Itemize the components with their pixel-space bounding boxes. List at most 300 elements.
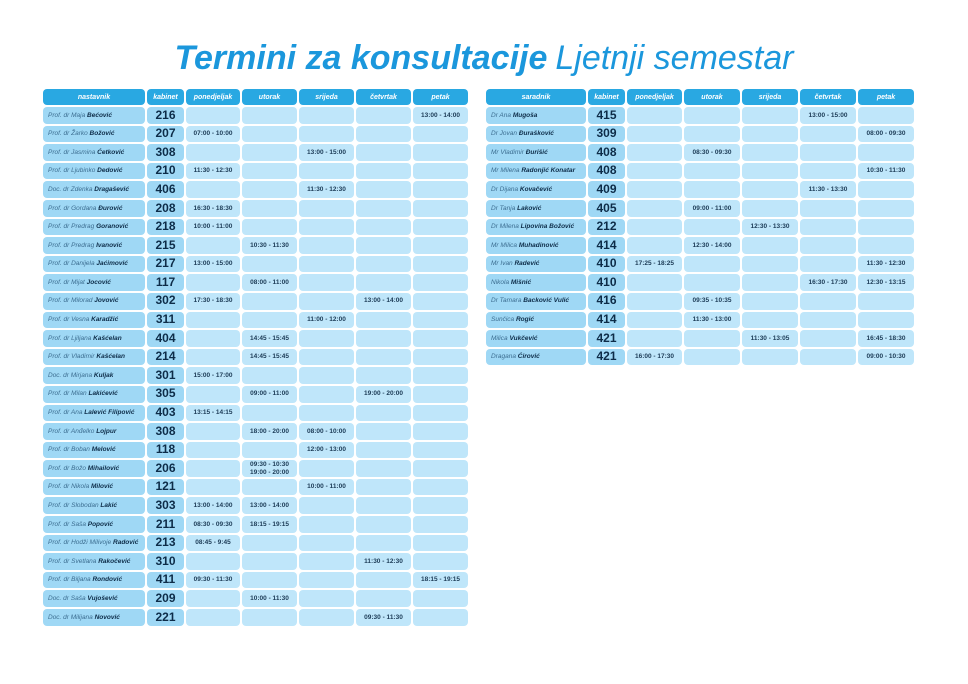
table-row bbox=[43, 590, 468, 607]
thursday-slot bbox=[356, 405, 411, 422]
column-header: srijeda bbox=[742, 89, 798, 105]
tuesday-slot: 09:00 - 11:00 bbox=[684, 200, 740, 217]
room-number: 311 bbox=[147, 312, 184, 329]
room-number: 117 bbox=[147, 274, 184, 291]
room-number: 221 bbox=[147, 609, 184, 626]
table-row bbox=[43, 256, 468, 273]
tuesday-slot bbox=[242, 293, 297, 310]
staff-name-cell bbox=[43, 181, 145, 198]
thursday-slot bbox=[356, 237, 411, 254]
staff-surname: Kašćelan bbox=[93, 334, 122, 342]
wednesday-slot: 13:00 - 15:00 bbox=[299, 144, 354, 161]
staff-surname: Lipovina Božović bbox=[520, 223, 575, 231]
table-row bbox=[43, 144, 468, 161]
table-row bbox=[43, 442, 468, 459]
tuesday-slot bbox=[242, 609, 297, 626]
thursday-slot bbox=[800, 312, 856, 329]
thursday-slot bbox=[800, 237, 856, 254]
table-row bbox=[486, 349, 914, 366]
room-number: 406 bbox=[147, 181, 184, 198]
tuesday-slot: 13:00 - 14:00 bbox=[242, 497, 297, 514]
table-row bbox=[43, 163, 468, 180]
staff-surname: Lalević Filipović bbox=[84, 409, 135, 417]
staff-name-cell bbox=[486, 163, 586, 180]
monday-slot bbox=[186, 590, 240, 607]
staff-surname: Lakićević bbox=[88, 390, 118, 398]
staff-name-cell bbox=[486, 219, 586, 236]
staff-name-cell bbox=[486, 330, 586, 347]
staff-surname: Kašćelan bbox=[96, 353, 125, 361]
thursday-slot bbox=[356, 312, 411, 329]
staff-surname: Ćetković bbox=[97, 148, 125, 156]
staff-surname: Laković bbox=[517, 204, 542, 212]
room-number: 404 bbox=[147, 330, 184, 347]
staff-title-firstname: Doc. dr Milijana bbox=[48, 613, 93, 621]
tuesday-slot bbox=[684, 256, 740, 273]
staff-surname: Jovović bbox=[94, 297, 119, 305]
staff-title-firstname: Prof. dr Predrag bbox=[48, 241, 95, 249]
thursday-slot bbox=[356, 460, 411, 477]
tuesday-slot: 14:45 - 15:45 bbox=[242, 349, 297, 366]
tuesday-slot: 14:45 - 15:45 bbox=[242, 330, 297, 347]
staff-title-firstname: Prof. dr Predrag bbox=[48, 223, 95, 231]
monday-slot bbox=[186, 107, 240, 124]
staff-surname: Goranović bbox=[96, 223, 129, 231]
wednesday-slot bbox=[299, 107, 354, 124]
tuesday-slot bbox=[684, 274, 740, 291]
room-number: 206 bbox=[147, 460, 184, 477]
thursday-slot: 13:00 - 14:00 bbox=[356, 293, 411, 310]
staff-name-cell bbox=[486, 274, 586, 291]
room-number: 410 bbox=[588, 256, 625, 273]
friday-slot bbox=[413, 144, 468, 161]
table-row bbox=[43, 367, 468, 384]
staff-surname: Mugoša bbox=[512, 111, 538, 119]
tuesday-slot bbox=[242, 219, 297, 236]
staff-title-firstname: Mr Vladimir bbox=[491, 148, 524, 156]
table-row bbox=[43, 126, 468, 143]
monday-slot: 16:00 - 17:30 bbox=[627, 349, 682, 366]
staff-surname: Mihailović bbox=[87, 464, 120, 472]
table-row bbox=[486, 200, 914, 217]
thursday-slot bbox=[800, 293, 856, 310]
wednesday-slot bbox=[299, 237, 354, 254]
wednesday-slot bbox=[742, 349, 798, 366]
table-row bbox=[43, 219, 468, 236]
wednesday-slot bbox=[299, 386, 354, 403]
monday-slot: 13:00 - 14:00 bbox=[186, 497, 240, 514]
page-title bbox=[0, 36, 968, 80]
staff-surname: Đurašković bbox=[518, 130, 554, 138]
table-row bbox=[43, 107, 468, 124]
room-number: 415 bbox=[588, 107, 625, 124]
room-number: 208 bbox=[147, 200, 184, 217]
staff-title-firstname: Dr Ana bbox=[491, 111, 511, 119]
wednesday-slot bbox=[742, 237, 798, 254]
table-row bbox=[43, 553, 468, 570]
staff-name-cell bbox=[486, 200, 586, 217]
wednesday-slot bbox=[299, 126, 354, 143]
friday-slot bbox=[413, 479, 468, 496]
staff-title-firstname: Mr Milena bbox=[491, 167, 520, 175]
table-row bbox=[486, 312, 914, 329]
monday-slot: 08:30 - 09:30 bbox=[186, 516, 240, 533]
monday-slot bbox=[186, 423, 240, 440]
staff-name-cell bbox=[43, 386, 145, 403]
thursday-slot: 11:30 - 13:30 bbox=[800, 181, 856, 198]
tuesday-slot bbox=[684, 107, 740, 124]
room-number: 218 bbox=[147, 219, 184, 236]
wednesday-slot bbox=[742, 144, 798, 161]
staff-surname: Popović bbox=[87, 520, 114, 528]
staff-title-firstname: Prof. dr Božo bbox=[48, 464, 86, 472]
staff-name-cell bbox=[43, 163, 145, 180]
tuesday-slot: 18:00 - 20:00 bbox=[242, 423, 297, 440]
table-row bbox=[43, 405, 468, 422]
staff-title-firstname: Prof. dr Ana bbox=[48, 409, 83, 417]
monday-slot bbox=[186, 479, 240, 496]
column-header: kabinet bbox=[588, 89, 625, 105]
wednesday-slot bbox=[742, 312, 798, 329]
thursday-slot: 11:30 - 12:30 bbox=[356, 553, 411, 570]
tuesday-slot bbox=[242, 107, 297, 124]
friday-slot bbox=[858, 237, 914, 254]
column-header: petak bbox=[413, 89, 468, 105]
wednesday-slot: 12:00 - 13:00 bbox=[299, 442, 354, 459]
staff-name-cell bbox=[43, 460, 145, 477]
staff-name-cell bbox=[486, 107, 586, 124]
thursday-slot bbox=[800, 219, 856, 236]
room-number: 214 bbox=[147, 349, 184, 366]
staff-name-cell bbox=[486, 237, 586, 254]
staff-surname: Radević bbox=[514, 260, 540, 268]
wednesday-slot bbox=[299, 330, 354, 347]
wednesday-slot bbox=[742, 256, 798, 273]
staff-name-cell bbox=[43, 609, 145, 626]
thursday-slot bbox=[356, 330, 411, 347]
table-header-row bbox=[43, 89, 468, 105]
staff-surname: Lakić bbox=[100, 502, 118, 510]
staff-title-firstname: Prof. dr Mijat bbox=[48, 278, 85, 286]
monday-slot: 09:30 - 11:30 bbox=[186, 572, 240, 589]
staff-title-firstname: Doc. dr Mirjana bbox=[48, 371, 93, 379]
friday-slot bbox=[413, 200, 468, 217]
friday-slot bbox=[858, 219, 914, 236]
thursday-slot bbox=[356, 200, 411, 217]
staff-name-cell bbox=[43, 367, 145, 384]
wednesday-slot bbox=[299, 590, 354, 607]
thursday-slot bbox=[356, 479, 411, 496]
staff-name-cell bbox=[43, 237, 145, 254]
thursday-slot bbox=[356, 181, 411, 198]
tuesday-slot bbox=[242, 367, 297, 384]
table-row bbox=[43, 516, 468, 533]
room-number: 309 bbox=[588, 126, 625, 143]
staff-name-cell bbox=[43, 516, 145, 533]
friday-slot bbox=[413, 293, 468, 310]
wednesday-slot bbox=[299, 349, 354, 366]
friday-slot bbox=[413, 553, 468, 570]
friday-slot: 08:00 - 09:30 bbox=[858, 126, 914, 143]
monday-slot bbox=[627, 126, 682, 143]
table-row bbox=[486, 126, 914, 143]
tuesday-slot bbox=[242, 312, 297, 329]
staff-name-cell bbox=[43, 442, 145, 459]
wednesday-slot bbox=[742, 163, 798, 180]
table-row bbox=[486, 330, 914, 347]
monday-slot bbox=[186, 312, 240, 329]
wednesday-slot bbox=[742, 274, 798, 291]
table-header-row bbox=[486, 89, 914, 105]
wednesday-slot bbox=[742, 126, 798, 143]
table-row bbox=[486, 163, 914, 180]
staff-surname: Jocović bbox=[86, 278, 111, 286]
staff-title-firstname: Dr Jovan bbox=[491, 130, 518, 138]
thursday-slot: 19:00 - 20:00 bbox=[356, 386, 411, 403]
room-number: 118 bbox=[147, 442, 184, 459]
wednesday-slot bbox=[299, 553, 354, 570]
staff-title-firstname: Prof. dr Ljiljana bbox=[48, 334, 92, 342]
staff-surname: Radović bbox=[113, 539, 139, 547]
staff-name-cell bbox=[43, 312, 145, 329]
friday-slot bbox=[413, 237, 468, 254]
staff-surname: Božović bbox=[89, 130, 115, 138]
column-header: četvrtak bbox=[356, 89, 411, 105]
room-number: 213 bbox=[147, 535, 184, 552]
staff-name-cell bbox=[43, 107, 145, 124]
staff-title-firstname: Prof. dr Svetlana bbox=[48, 557, 97, 565]
staff-name-cell bbox=[43, 497, 145, 514]
wednesday-slot bbox=[299, 572, 354, 589]
staff-title-firstname: Prof. dr Danijela bbox=[48, 260, 95, 268]
wednesday-slot: 11:30 - 13:05 bbox=[742, 330, 798, 347]
room-number: 421 bbox=[588, 330, 625, 347]
staff-title-firstname: Prof. dr Jasmina bbox=[48, 148, 96, 156]
tuesday-slot bbox=[242, 181, 297, 198]
monday-slot bbox=[627, 144, 682, 161]
staff-surname: Karadžić bbox=[91, 316, 119, 324]
wednesday-slot bbox=[299, 460, 354, 477]
monday-slot bbox=[627, 274, 682, 291]
table-row bbox=[43, 274, 468, 291]
tuesday-slot: 10:00 - 11:30 bbox=[242, 590, 297, 607]
room-number: 210 bbox=[147, 163, 184, 180]
tuesday-slot: 11:30 - 13:00 bbox=[684, 312, 740, 329]
monday-slot bbox=[186, 181, 240, 198]
thursday-slot bbox=[356, 219, 411, 236]
table-row bbox=[43, 423, 468, 440]
tuesday-slot bbox=[242, 442, 297, 459]
thursday-slot bbox=[356, 126, 411, 143]
thursday-slot bbox=[356, 107, 411, 124]
staff-surname: Rondović bbox=[92, 576, 123, 584]
monday-slot bbox=[627, 237, 682, 254]
monday-slot bbox=[186, 386, 240, 403]
staff-title-firstname: Prof. dr Saša bbox=[48, 520, 86, 528]
friday-slot bbox=[413, 386, 468, 403]
friday-slot bbox=[413, 274, 468, 291]
table-row bbox=[486, 237, 914, 254]
table-row bbox=[43, 609, 468, 626]
wednesday-slot bbox=[299, 367, 354, 384]
title-semester: Ljetnji semestar bbox=[555, 39, 794, 77]
staff-surname: Vukčević bbox=[509, 334, 538, 342]
wednesday-slot bbox=[299, 516, 354, 533]
column-header: utorak bbox=[242, 89, 297, 105]
friday-slot bbox=[858, 293, 914, 310]
tuesday-slot bbox=[684, 330, 740, 347]
staff-title-firstname: Prof. dr Milorad bbox=[48, 297, 93, 305]
friday-slot bbox=[413, 497, 468, 514]
friday-slot bbox=[413, 312, 468, 329]
staff-title-firstname: Prof. dr Ljubinko bbox=[48, 167, 96, 175]
room-number: 405 bbox=[588, 200, 625, 217]
staff-title-firstname: Doc. dr Saša bbox=[48, 594, 86, 602]
staff-name-cell bbox=[43, 256, 145, 273]
thursday-slot bbox=[356, 163, 411, 180]
title-main: Termini za konsultacije bbox=[174, 39, 548, 77]
monday-slot: 13:15 - 14:15 bbox=[186, 405, 240, 422]
staff-name-cell bbox=[43, 553, 145, 570]
monday-slot bbox=[186, 330, 240, 347]
staff-surname: Rogić bbox=[515, 316, 534, 324]
staff-name-cell bbox=[43, 126, 145, 143]
friday-slot bbox=[413, 163, 468, 180]
staff-surname: Melović bbox=[91, 446, 116, 454]
friday-slot bbox=[858, 144, 914, 161]
staff-name-cell bbox=[486, 293, 586, 310]
friday-slot bbox=[413, 330, 468, 347]
room-number: 414 bbox=[588, 312, 625, 329]
room-number: 215 bbox=[147, 237, 184, 254]
room-number: 409 bbox=[588, 181, 625, 198]
staff-name-cell bbox=[43, 274, 145, 291]
thursday-slot bbox=[800, 330, 856, 347]
staff-name-cell bbox=[43, 590, 145, 607]
staff-title-firstname: Prof. dr Biljana bbox=[48, 576, 91, 584]
column-header: ponedjeljak bbox=[186, 89, 240, 105]
room-number: 310 bbox=[147, 553, 184, 570]
friday-slot bbox=[413, 590, 468, 607]
staff-surname: Ivanović bbox=[96, 241, 123, 249]
tuesday-slot: 10:30 - 11:30 bbox=[242, 237, 297, 254]
staff-surname: Milović bbox=[91, 483, 114, 491]
friday-slot: 09:00 - 10:30 bbox=[858, 349, 914, 366]
thursday-slot bbox=[356, 572, 411, 589]
staff-title-firstname: Mr Milica bbox=[491, 241, 517, 249]
column-header: kabinet bbox=[147, 89, 184, 105]
staff-surname: Lojpur bbox=[96, 427, 117, 435]
monday-slot bbox=[186, 274, 240, 291]
staff-surname: Kovačević bbox=[519, 185, 553, 193]
staff-surname: Dedović bbox=[97, 167, 123, 175]
wednesday-slot bbox=[299, 293, 354, 310]
tuesday-slot bbox=[242, 553, 297, 570]
staff-name-cell bbox=[486, 312, 586, 329]
tuesday-slot: 08:00 - 11:00 bbox=[242, 274, 297, 291]
column-header: srijeda bbox=[299, 89, 354, 105]
tuesday-slot bbox=[684, 181, 740, 198]
friday-slot: 18:15 - 19:15 bbox=[413, 572, 468, 589]
monday-slot: 15:00 - 17:00 bbox=[186, 367, 240, 384]
professors-schedule-table bbox=[41, 87, 470, 628]
tuesday-slot bbox=[242, 535, 297, 552]
friday-slot bbox=[413, 535, 468, 552]
wednesday-slot: 11:00 - 12:00 bbox=[299, 312, 354, 329]
table-row bbox=[43, 312, 468, 329]
friday-slot bbox=[413, 367, 468, 384]
friday-slot bbox=[413, 405, 468, 422]
monday-slot bbox=[627, 163, 682, 180]
room-number: 303 bbox=[147, 497, 184, 514]
friday-slot bbox=[413, 349, 468, 366]
thursday-slot bbox=[356, 367, 411, 384]
monday-slot bbox=[627, 293, 682, 310]
column-header: četvrtak bbox=[800, 89, 856, 105]
friday-slot: 12:30 - 13:15 bbox=[858, 274, 914, 291]
thursday-slot: 13:00 - 15:00 bbox=[800, 107, 856, 124]
thursday-slot bbox=[356, 442, 411, 459]
friday-slot bbox=[413, 219, 468, 236]
wednesday-slot bbox=[299, 256, 354, 273]
wednesday-slot bbox=[742, 200, 798, 217]
room-number: 308 bbox=[147, 144, 184, 161]
thursday-slot bbox=[356, 256, 411, 273]
column-header: saradnik bbox=[486, 89, 586, 105]
monday-slot: 17:25 - 18:25 bbox=[627, 256, 682, 273]
tuesday-slot bbox=[242, 479, 297, 496]
table-row bbox=[486, 107, 914, 124]
staff-title-firstname: Prof. dr Anđelko bbox=[48, 427, 95, 435]
monday-slot bbox=[186, 460, 240, 477]
monday-slot: 16:30 - 18:30 bbox=[186, 200, 240, 217]
thursday-slot bbox=[800, 144, 856, 161]
column-header: ponedjeljak bbox=[627, 89, 682, 105]
staff-name-cell bbox=[486, 349, 586, 366]
monday-slot bbox=[186, 609, 240, 626]
staff-surname: Kuljak bbox=[93, 371, 114, 379]
staff-name-cell bbox=[43, 535, 145, 552]
wednesday-slot bbox=[299, 497, 354, 514]
friday-slot: 10:30 - 11:30 bbox=[858, 163, 914, 180]
staff-title-firstname: Dr Dijana bbox=[491, 185, 519, 193]
staff-name-cell bbox=[486, 256, 586, 273]
staff-surname: Novović bbox=[94, 613, 120, 621]
room-number: 211 bbox=[147, 516, 184, 533]
staff-name-cell bbox=[486, 181, 586, 198]
friday-slot bbox=[413, 423, 468, 440]
table-row bbox=[43, 497, 468, 514]
staff-title-firstname: Dr Milena bbox=[491, 223, 519, 231]
staff-name-cell bbox=[43, 405, 145, 422]
room-number: 207 bbox=[147, 126, 184, 143]
column-header: nastavnik bbox=[43, 89, 145, 105]
monday-slot bbox=[627, 219, 682, 236]
room-number: 410 bbox=[588, 274, 625, 291]
wednesday-slot: 11:30 - 12:30 bbox=[299, 181, 354, 198]
room-number: 421 bbox=[588, 349, 625, 366]
wednesday-slot bbox=[742, 181, 798, 198]
friday-slot bbox=[858, 312, 914, 329]
thursday-slot bbox=[800, 256, 856, 273]
thursday-slot bbox=[800, 349, 856, 366]
tuesday-slot bbox=[242, 126, 297, 143]
thursday-slot bbox=[356, 535, 411, 552]
thursday-slot bbox=[356, 497, 411, 514]
staff-name-cell bbox=[43, 293, 145, 310]
thursday-slot bbox=[356, 516, 411, 533]
table-row bbox=[43, 330, 468, 347]
